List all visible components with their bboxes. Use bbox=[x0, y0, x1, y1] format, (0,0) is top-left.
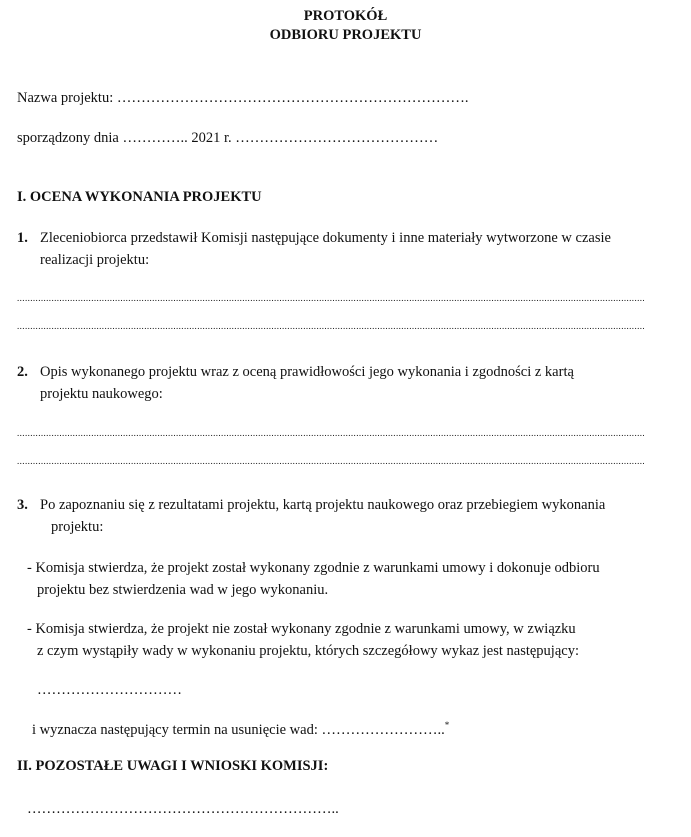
section1-heading: I. OCENA WYKONANIA PROJEKTU bbox=[17, 189, 262, 205]
option-b-line1: - Komisja stwierdza, że projekt nie został wykonany zgodnie z warunkami umowy, w związku bbox=[27, 621, 576, 637]
item3-number-text: 3. bbox=[17, 497, 28, 513]
defects-blank: ………………………… bbox=[37, 682, 182, 698]
project-name-field: Nazwa projektu: ………………………………………………………………. bbox=[17, 90, 469, 106]
document-title-line2: ODBIORU PROJEKTU bbox=[269, 27, 422, 43]
deadline-line bbox=[32, 717, 449, 739]
dotted-line bbox=[17, 426, 644, 440]
document-title-line1: PROTOKÓŁ bbox=[303, 8, 388, 24]
item2-text-line2: projektu naukowego: bbox=[40, 386, 163, 402]
dotted-line bbox=[17, 291, 644, 305]
deadline-text: i wyznacza następujący termin na usunięcie wad: …………………….. bbox=[32, 721, 445, 738]
dotted-line bbox=[17, 454, 644, 468]
remarks-blank: ……………………………………………………….. bbox=[27, 801, 339, 817]
item2-text-line1: Opis wykonanego projektu wraz z oceną prawidłowości jego wykonania i zgodności z kartą bbox=[40, 364, 574, 380]
item1-number-text: 1. bbox=[17, 230, 28, 246]
option-a-line2: projektu bez stwierdzenia wad w jego wykonaniu. bbox=[37, 582, 329, 598]
item3-number bbox=[17, 497, 28, 514]
item1-text-line1: Zleceniobiorca przedstawił Komisji następujące dokumenty i inne materiały wytworzone w czasie bbox=[40, 230, 611, 246]
item3-text-line2: projektu: bbox=[51, 519, 104, 535]
item2-number bbox=[17, 364, 28, 381]
dotted-line bbox=[17, 319, 644, 333]
option-b-line2: z czym wystąpiły wady w wykonaniu projektu, których szczegółowy wykaz jest następujący: bbox=[37, 643, 579, 659]
item1-number bbox=[17, 230, 28, 247]
item1-text-line2: realizacji projektu: bbox=[40, 252, 150, 268]
prepared-date-field: sporządzony dnia ………….. 2021 r. …………………………………… bbox=[17, 130, 439, 146]
section2-heading: II. POZOSTAŁE UWAGI I WNIOSKI KOMISJI: bbox=[17, 758, 329, 774]
item2-number-text: 2. bbox=[17, 364, 28, 380]
item3-text-line1: Po zapoznaniu się z rezultatami projektu, kartą projektu naukowego oraz przebiegiem wykonania bbox=[40, 497, 606, 513]
deadline-footnote-mark: * bbox=[444, 720, 450, 730]
option-a-line1: - Komisja stwierdza, że projekt został wykonany zgodnie z warunkami umowy i dokonuje odbioru bbox=[27, 560, 600, 576]
